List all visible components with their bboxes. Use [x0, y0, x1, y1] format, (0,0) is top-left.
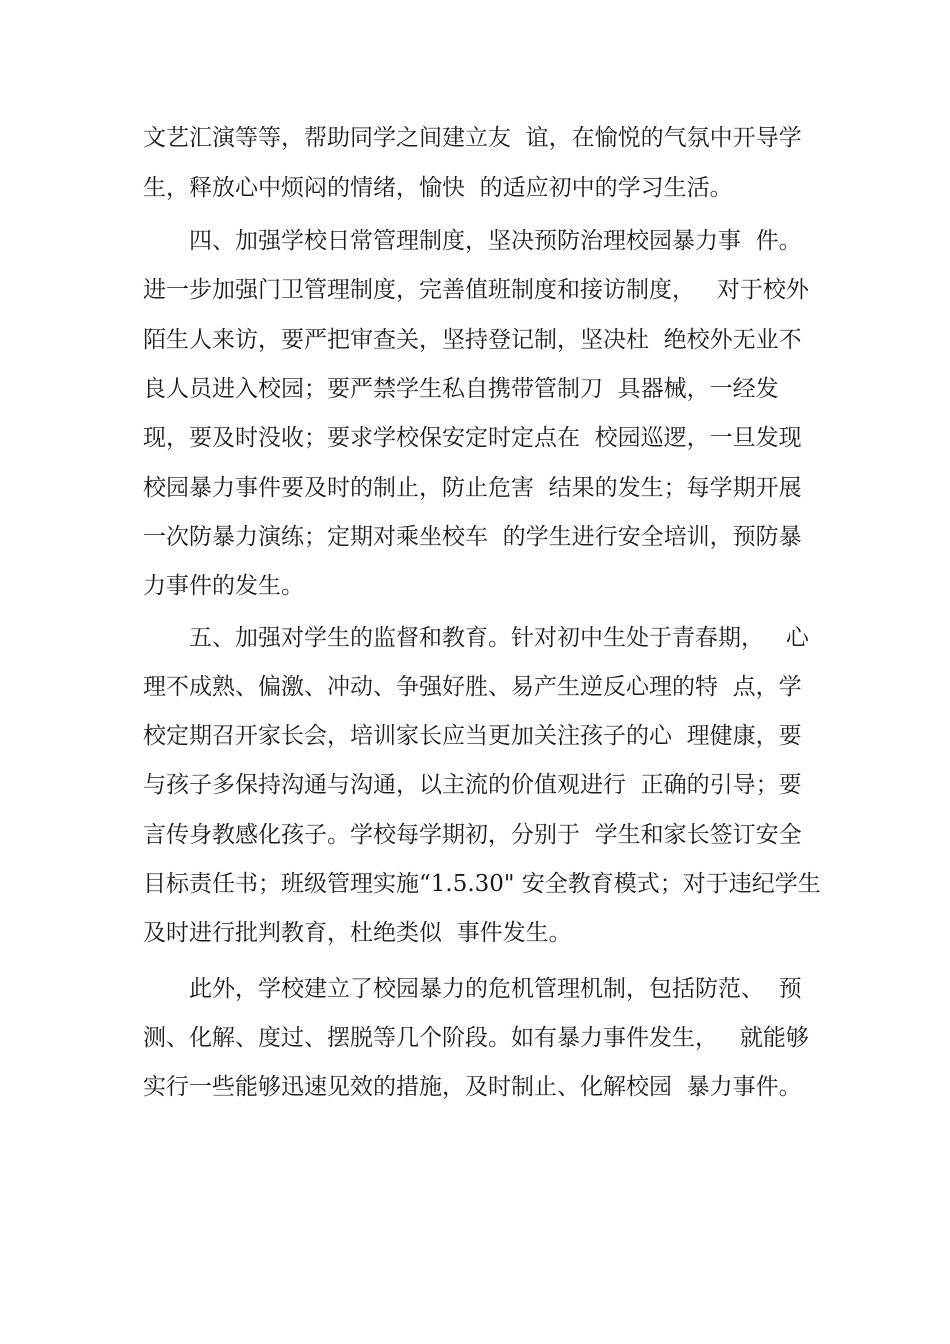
text-line: 理不成熟、偏激、冲动、争强好胜、易产生逆反心理的特 点，学 — [143, 674, 802, 700]
text-line: 一次防暴力演练；定期对乘坐校车 的学生进行安全培训，预防暴 — [143, 524, 802, 550]
text-line: 现，要及时没收；要求学校保安定时定点在 校园巡逻，一旦发现 — [143, 425, 802, 451]
paragraph-5-heading-line: 五、加强对学生的监督和教育。针对初中生处于青春期， 心 — [189, 625, 809, 651]
text-line: 及时进行批判教育，杜绝类似 事件发生。 — [143, 920, 572, 946]
paragraph-6-first-line: 此外，学校建立了校园暴力的危机管理机制，包括防范、 预 — [189, 976, 802, 1002]
text-line: 校定期召开家长会，培训家长应当更加关注孩子的心 理健康，要 — [143, 723, 802, 749]
text-line: 言传身教感化孩子。学校每学期初，分别于 学生和家长签订安全 — [143, 822, 802, 848]
text-line: 校园暴力事件要及时的制止，防止危害 结果的发生；每学期开展 — [143, 475, 802, 501]
text-line: 实行一些能够迅速见效的措施，及时制止、化解校园 暴力事件。 — [143, 1074, 802, 1100]
text-line: 与孩子多保持沟通与沟通，以主流的价值观进行 正确的引导；要 — [143, 772, 802, 798]
text-line: 生，释放心中烦闷的情绪，愉快 的适应初中的学习生活。 — [143, 175, 733, 201]
text-line: 陌生人来访，要严把审查关，坚持登记制，坚决杜 绝校外无业不 — [143, 327, 802, 353]
text-line: 进一步加强门卫管理制度，完善值班制度和接访制度， 对于校外 — [143, 277, 809, 303]
paragraph-4-heading-line: 四、加强学校日常管理制度，坚决预防治理校园暴力事 件。 — [189, 228, 802, 254]
text-line: 文艺汇演等等，帮助同学之间建立友 谊，在愉悦的气氛中开导学 — [143, 125, 802, 151]
text-line: 力事件的发生。 — [143, 573, 304, 599]
text-line: 测、化解、度过、摆脱等几个阶段。如有暴力事件发生， 就能够 — [143, 1025, 809, 1051]
text-line: 目标责任书；班级管理实施“1.5.30" 安全教育模式；对于违纪学生 — [143, 871, 821, 897]
text-line: 良人员进入校园；要严禁学生私自携带管制刀 具器械，一经发 — [143, 376, 779, 402]
